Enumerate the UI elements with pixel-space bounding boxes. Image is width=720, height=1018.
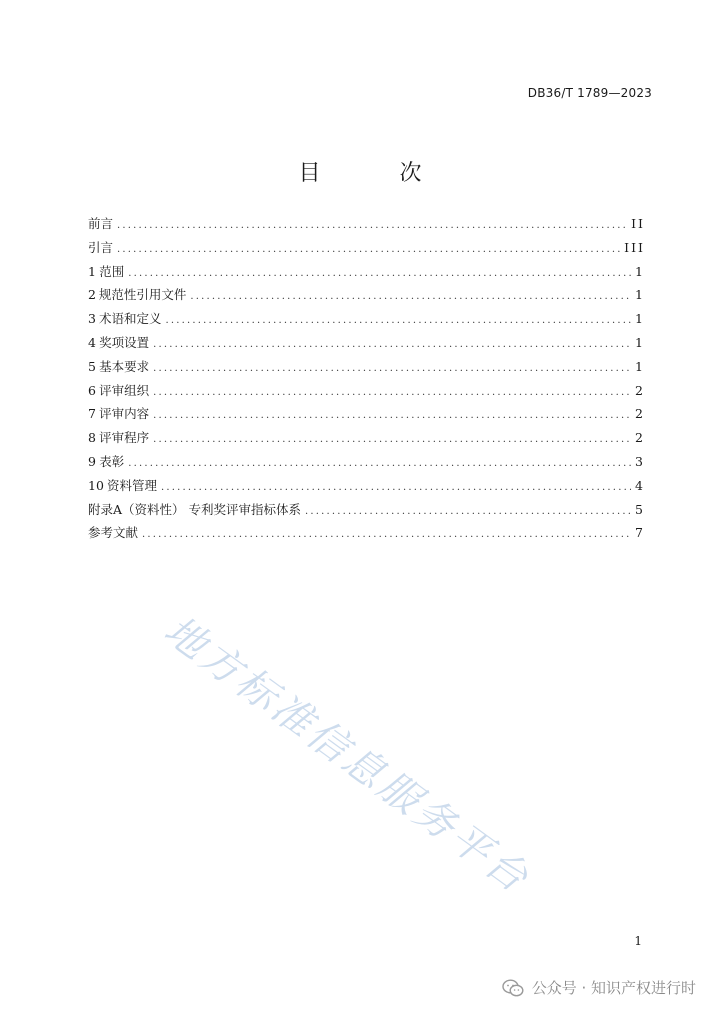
toc-leader-dots [161, 482, 631, 493]
toc-leader-dots [305, 506, 631, 517]
toc-entry-page: II [631, 216, 645, 231]
toc-entry-number: 10 [88, 477, 104, 493]
toc-entry-label: 前言 [88, 216, 114, 231]
document-code: DB36/T 1789—2023 [527, 86, 652, 100]
wechat-source-label: 公众号 · 知识产权进行时 [531, 979, 696, 997]
toc-entry-number: 4 [88, 334, 96, 350]
toc-entry-page: 1 [635, 263, 645, 279]
toc-leader-dots [190, 291, 631, 302]
toc-entry-label: 评审内容 [99, 406, 150, 422]
toc-entry-page: 4 [635, 477, 645, 493]
toc-entry[interactable] [88, 214, 645, 238]
toc-entry-number: 6 [88, 382, 96, 398]
toc-entry[interactable] [88, 357, 645, 381]
toc-entry-page: 7 [635, 525, 645, 541]
toc-entry-number: 9 [88, 453, 96, 469]
toc-entry[interactable] [88, 452, 645, 476]
toc-entry-number: 3 [88, 311, 96, 327]
toc-entry-page: 1 [635, 334, 645, 350]
toc-entry[interactable] [88, 500, 645, 524]
toc-leader-dots [153, 363, 631, 374]
toc-leader-dots [153, 339, 631, 350]
toc-entry[interactable] [88, 262, 645, 286]
toc-entry[interactable] [88, 523, 645, 547]
toc-entry[interactable] [88, 476, 645, 500]
toc-entry[interactable] [88, 238, 645, 262]
toc-entry-number: 1 [88, 263, 96, 279]
table-of-contents [88, 214, 645, 547]
wechat-icon [502, 979, 524, 997]
toc-entry-label: 术语和定义 [99, 311, 162, 327]
toc-entry-label: 参考文献 [88, 525, 139, 541]
toc-entry[interactable] [88, 428, 645, 452]
toc-entry[interactable] [88, 285, 645, 309]
toc-entry[interactable] [88, 333, 645, 357]
toc-entry-number: 2 [88, 287, 96, 303]
toc-entry-page: 1 [635, 287, 645, 303]
watermark-text: 地方标准信息服务平台 [155, 607, 539, 904]
toc-entry[interactable] [88, 404, 645, 428]
toc-entry-page: 2 [635, 430, 645, 446]
toc-leader-dots [128, 268, 631, 279]
toc-entry-page: 1 [635, 311, 645, 327]
toc-entry-page: 5 [635, 501, 645, 517]
page-number: 1 [634, 934, 642, 948]
toc-leader-dots [117, 244, 620, 255]
toc-entry-page: 3 [635, 453, 645, 469]
toc-leader-dots [153, 434, 631, 445]
toc-entry-page: 2 [635, 406, 645, 422]
toc-entry-page: 2 [635, 382, 645, 398]
toc-entry-label: 评审组织 [99, 382, 150, 398]
toc-entry-label: 规范性引用文件 [98, 287, 187, 303]
toc-entry-label: 资料管理 [106, 477, 157, 493]
toc-leader-dots [153, 410, 631, 421]
toc-entry[interactable] [88, 309, 645, 333]
toc-leader-dots [117, 220, 627, 231]
toc-leader-dots [142, 529, 631, 540]
toc-entry-number: 8 [88, 430, 96, 446]
toc-entry-label: 范围 [99, 263, 125, 279]
toc-entry-label: 附录A（资料性） 专利奖评审指标体系 [88, 501, 302, 517]
toc-entry-page: 1 [635, 358, 645, 374]
toc-entry-page: III [624, 239, 645, 255]
toc-entry-label: 基本要求 [99, 358, 150, 374]
toc-entry-label: 表彰 [99, 453, 125, 469]
toc-entry-label: 奖项设置 [99, 334, 150, 350]
toc-leader-dots [153, 387, 631, 398]
toc-entry-label: 评审程序 [99, 430, 150, 446]
toc-entry-number: 7 [88, 406, 96, 422]
toc-entry[interactable] [88, 381, 645, 405]
wechat-source-bar [502, 977, 696, 998]
toc-leader-dots [128, 458, 631, 469]
toc-entry-label: 引言 [88, 239, 114, 255]
page-title: 目 次 [298, 161, 458, 186]
toc-leader-dots [166, 315, 632, 326]
toc-entry-number: 5 [88, 358, 96, 374]
